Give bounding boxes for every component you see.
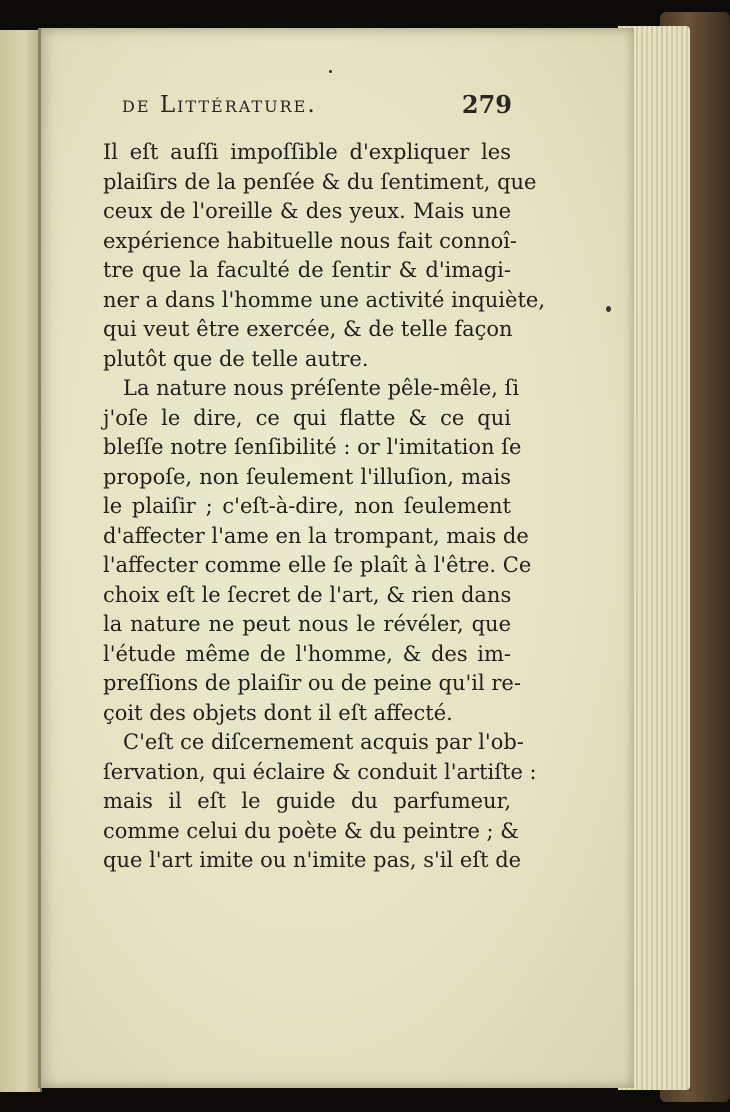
text-line: d'affecter l'ame en la trompant, mais de (103, 523, 529, 548)
page-header (122, 86, 512, 126)
text-line: expérience habituelle nous fait connoî- (103, 228, 518, 253)
text-line: ſervation, qui éclaire & conduit l'artiſte : (103, 759, 537, 784)
text-line: que l'art imite ou n'imite pas, s'il eſt de (103, 848, 522, 872)
text-line: plaiſirs de la penſée & du ſentiment, que (103, 169, 537, 194)
text-line: comme celui du poète & du peintre ; & (103, 818, 520, 843)
text-line: plutôt que de telle autre. (103, 346, 369, 371)
page-number: 279 (461, 90, 512, 119)
text-line: preſſions de plaiſir ou de peine qu'il re- (103, 671, 521, 695)
text-line: l'affecter comme elle ſe plaît à l'être. Ce (103, 553, 532, 577)
paragraph-start-line: C'eſt ce diſcernement acquis par l'ob- (123, 730, 524, 754)
text-line: çoit des objets dont il eſt affecté. (103, 700, 453, 725)
ink-speck (329, 70, 332, 73)
text-line: tre que la faculté de ſentir & d'imagi- (103, 258, 511, 282)
text-line: Il eſt auſſi impoſſible d'expliquer les (103, 140, 511, 164)
text-line: mais il eſt le guide du parfumeur, (103, 789, 511, 813)
text-line: propoſe, non ſeulement l'illuſion, mais (103, 464, 511, 489)
text-line: le plaiſir ; c'eſt-à-dire, non ſeulement (103, 494, 511, 518)
text-line: j'oſe le dire, ce qui flatte & ce qui (103, 405, 511, 430)
previous-page-edge (0, 30, 42, 1092)
text-line: ceux de l'oreille & des yeux. Mais une (103, 199, 511, 223)
paragraph-start-line: La nature nous préſente pêle-mêle, ſi (123, 376, 520, 400)
running-title: de Littérature. (122, 92, 317, 118)
text-line: la nature ne peut nous le révéler, que (103, 612, 511, 636)
text-line: ner a dans l'homme une activité inquiète, (103, 287, 545, 312)
page-gutter (38, 28, 41, 1088)
text-line: qui veut être exercée, & de telle façon (103, 317, 513, 341)
ink-speck (606, 306, 611, 312)
text-line: l'étude même de l'homme, & des im- (103, 641, 511, 666)
text-line: choix eſt le ſecret de l'art, & rien dans (103, 582, 512, 607)
text-line: bleſſe notre ſenſibilité : or l'imitation ſe (103, 435, 522, 459)
